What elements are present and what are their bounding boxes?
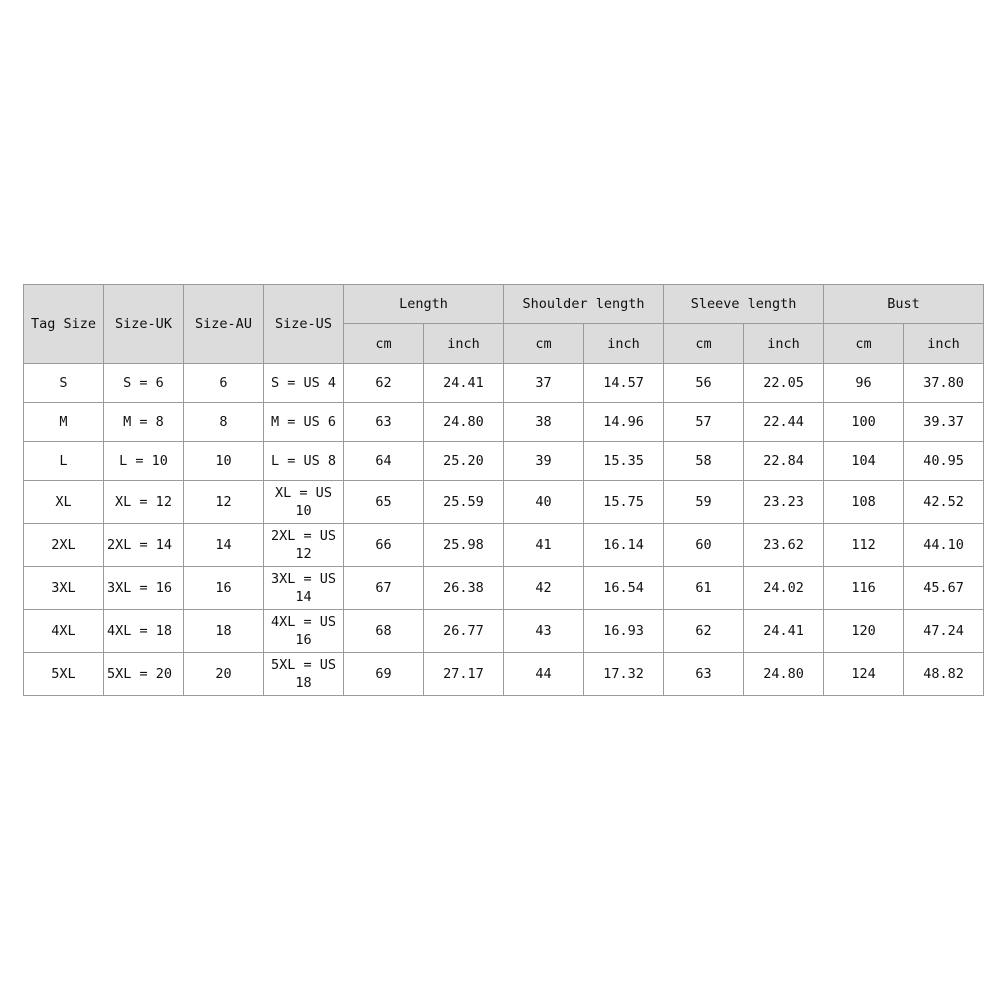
cell-bust-cm: 100 [824, 403, 904, 442]
cell-shoulder-cm: 39 [504, 442, 584, 481]
cell-size-uk: 5XL = 20 [104, 653, 184, 696]
cell-sleeve-cm: 56 [664, 364, 744, 403]
cell-bust-inch: 47.24 [904, 610, 984, 653]
cell-shoulder-cm: 42 [504, 567, 584, 610]
cell-size-uk: S = 6 [104, 364, 184, 403]
cell-length-cm: 66 [344, 524, 424, 567]
cell-length-cm: 68 [344, 610, 424, 653]
table-row [24, 403, 984, 442]
cell-shoulder-inch: 15.75 [584, 481, 664, 524]
cell-sleeve-cm: 63 [664, 653, 744, 696]
cell-length-cm: 64 [344, 442, 424, 481]
cell-sleeve-inch: 23.23 [744, 481, 824, 524]
cell-tag-size: 3XL [24, 567, 104, 610]
cell-tag-size: 4XL [24, 610, 104, 653]
table-row [24, 364, 984, 403]
cell-length-inch: 26.77 [424, 610, 504, 653]
cell-size-au: 20 [184, 653, 264, 696]
cell-size-au: 16 [184, 567, 264, 610]
cell-size-us: 4XL = US 16 [264, 610, 344, 653]
cell-size-au: 6 [184, 364, 264, 403]
cell-length-inch: 25.20 [424, 442, 504, 481]
cell-tag-size: 2XL [24, 524, 104, 567]
cell-shoulder-cm: 40 [504, 481, 584, 524]
cell-bust-inch: 42.52 [904, 481, 984, 524]
cell-bust-inch: 39.37 [904, 403, 984, 442]
cell-shoulder-inch: 16.93 [584, 610, 664, 653]
table-row [24, 653, 984, 696]
cell-length-cm: 69 [344, 653, 424, 696]
cell-shoulder-inch: 15.35 [584, 442, 664, 481]
cell-shoulder-inch: 14.57 [584, 364, 664, 403]
header-sleeve-cm: cm [664, 324, 744, 364]
cell-bust-inch: 44.10 [904, 524, 984, 567]
cell-size-au: 18 [184, 610, 264, 653]
cell-sleeve-inch: 22.05 [744, 364, 824, 403]
header-bust: Bust [824, 285, 984, 324]
cell-length-inch: 24.80 [424, 403, 504, 442]
header-size-us: Size-US [264, 285, 344, 364]
cell-length-inch: 25.59 [424, 481, 504, 524]
cell-shoulder-cm: 37 [504, 364, 584, 403]
cell-bust-cm: 108 [824, 481, 904, 524]
table-row [24, 442, 984, 481]
cell-bust-cm: 120 [824, 610, 904, 653]
cell-length-inch: 25.98 [424, 524, 504, 567]
cell-size-au: 10 [184, 442, 264, 481]
table-row [24, 524, 984, 567]
cell-length-inch: 27.17 [424, 653, 504, 696]
cell-bust-cm: 112 [824, 524, 904, 567]
cell-bust-inch: 40.95 [904, 442, 984, 481]
cell-bust-cm: 116 [824, 567, 904, 610]
table-row [24, 481, 984, 524]
header-length-inch: inch [424, 324, 504, 364]
cell-sleeve-inch: 24.02 [744, 567, 824, 610]
cell-tag-size: XL [24, 481, 104, 524]
header-sleeve-length: Sleeve length [664, 285, 824, 324]
cell-size-us: XL = US 10 [264, 481, 344, 524]
cell-shoulder-inch: 16.54 [584, 567, 664, 610]
cell-length-cm: 65 [344, 481, 424, 524]
cell-size-us: M = US 6 [264, 403, 344, 442]
cell-shoulder-cm: 44 [504, 653, 584, 696]
cell-length-cm: 67 [344, 567, 424, 610]
cell-shoulder-cm: 41 [504, 524, 584, 567]
cell-sleeve-cm: 57 [664, 403, 744, 442]
cell-size-uk: XL = 12 [104, 481, 184, 524]
header-bust-cm: cm [824, 324, 904, 364]
cell-length-inch: 24.41 [424, 364, 504, 403]
cell-tag-size: L [24, 442, 104, 481]
header-length: Length [344, 285, 504, 324]
cell-shoulder-inch: 14.96 [584, 403, 664, 442]
cell-shoulder-cm: 38 [504, 403, 584, 442]
header-length-cm: cm [344, 324, 424, 364]
cell-shoulder-cm: 43 [504, 610, 584, 653]
cell-tag-size: M [24, 403, 104, 442]
cell-sleeve-cm: 58 [664, 442, 744, 481]
cell-sleeve-inch: 22.44 [744, 403, 824, 442]
cell-sleeve-inch: 24.80 [744, 653, 824, 696]
header-tag-size: Tag Size [24, 285, 104, 364]
header-bust-inch: inch [904, 324, 984, 364]
cell-size-us: S = US 4 [264, 364, 344, 403]
cell-length-cm: 63 [344, 403, 424, 442]
cell-shoulder-inch: 17.32 [584, 653, 664, 696]
cell-sleeve-cm: 62 [664, 610, 744, 653]
cell-sleeve-cm: 60 [664, 524, 744, 567]
cell-bust-cm: 124 [824, 653, 904, 696]
cell-bust-inch: 45.67 [904, 567, 984, 610]
cell-bust-cm: 104 [824, 442, 904, 481]
cell-size-us: L = US 8 [264, 442, 344, 481]
header-shoulder-length: Shoulder length [504, 285, 664, 324]
cell-length-cm: 62 [344, 364, 424, 403]
cell-size-uk: 3XL = 16 [104, 567, 184, 610]
cell-sleeve-inch: 24.41 [744, 610, 824, 653]
cell-bust-cm: 96 [824, 364, 904, 403]
cell-size-uk: L = 10 [104, 442, 184, 481]
cell-sleeve-cm: 61 [664, 567, 744, 610]
table-row [24, 567, 984, 610]
cell-tag-size: 5XL [24, 653, 104, 696]
table-body [24, 364, 984, 696]
cell-size-uk: 4XL = 18 [104, 610, 184, 653]
cell-size-au: 12 [184, 481, 264, 524]
cell-sleeve-inch: 23.62 [744, 524, 824, 567]
table-header [24, 285, 984, 364]
header-size-uk: Size-UK [104, 285, 184, 364]
cell-size-uk: 2XL = 14 [104, 524, 184, 567]
header-sleeve-inch: inch [744, 324, 824, 364]
header-shoulder-inch: inch [584, 324, 664, 364]
cell-shoulder-inch: 16.14 [584, 524, 664, 567]
cell-size-us: 2XL = US 12 [264, 524, 344, 567]
cell-bust-inch: 48.82 [904, 653, 984, 696]
cell-size-us: 5XL = US 18 [264, 653, 344, 696]
header-shoulder-cm: cm [504, 324, 584, 364]
cell-size-au: 8 [184, 403, 264, 442]
size-chart-table [23, 284, 984, 696]
cell-sleeve-inch: 22.84 [744, 442, 824, 481]
cell-size-au: 14 [184, 524, 264, 567]
cell-length-inch: 26.38 [424, 567, 504, 610]
header-size-au: Size-AU [184, 285, 264, 364]
table-row [24, 610, 984, 653]
cell-size-us: 3XL = US 14 [264, 567, 344, 610]
cell-sleeve-cm: 59 [664, 481, 744, 524]
cell-tag-size: S [24, 364, 104, 403]
cell-bust-inch: 37.80 [904, 364, 984, 403]
cell-size-uk: M = 8 [104, 403, 184, 442]
